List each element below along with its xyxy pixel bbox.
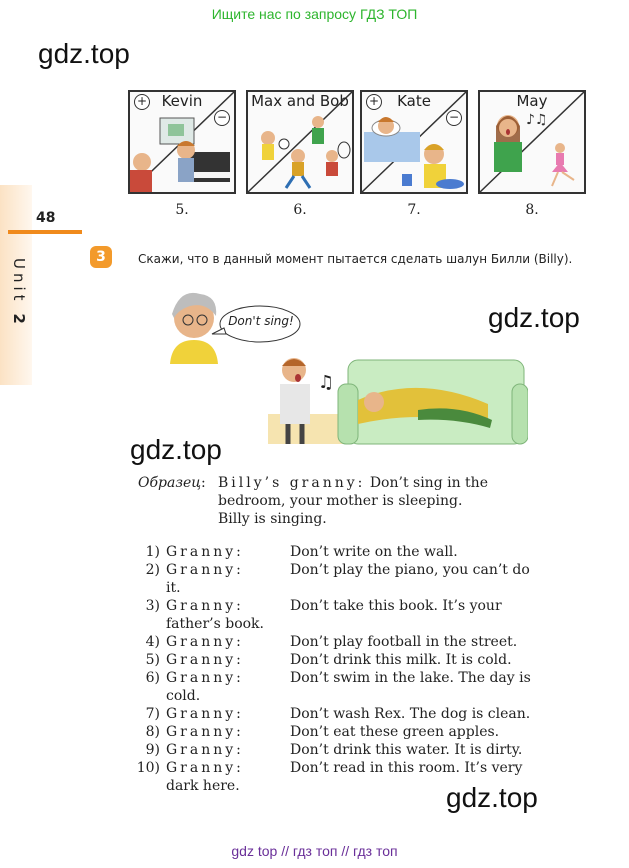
item-speaker: Granny: xyxy=(166,598,244,614)
item-number: 1) xyxy=(145,544,160,560)
picture-name: May xyxy=(516,92,548,110)
picture-number: 7. xyxy=(407,202,421,218)
item-speaker: Granny: xyxy=(166,670,244,686)
watermark: gdz.top xyxy=(446,782,538,813)
example-line3: Billy is singing. xyxy=(218,511,327,527)
unit-number: 2 xyxy=(10,313,28,328)
item-number: 7) xyxy=(145,706,160,722)
item-text: Don’t eat these green apples. xyxy=(290,724,500,740)
item-speaker: Granny: xyxy=(166,760,244,776)
item-text: Don’t play the piano, you can’t do xyxy=(290,562,530,578)
item-speaker: Granny: xyxy=(166,634,244,650)
picture-number: 6. xyxy=(293,202,307,218)
bedroom-illustration xyxy=(268,354,528,446)
item-text-continued: it. xyxy=(166,580,181,596)
watermark: gdz.top xyxy=(130,434,222,465)
item-speaker: Granny: xyxy=(166,742,244,758)
task-number-badge: 3 xyxy=(90,246,112,268)
picture-number: 5. xyxy=(175,202,189,218)
item-text-continued: cold. xyxy=(166,688,201,704)
picture-may xyxy=(478,90,586,194)
picture-name: Kevin xyxy=(161,92,203,110)
item-number: 2) xyxy=(145,562,160,578)
example-line2: bedroom, your mother is sleeping. xyxy=(218,493,463,509)
item-text-continued: father’s book. xyxy=(166,616,264,632)
item-text: Don’t drink this milk. It is cold. xyxy=(290,652,512,668)
item-number: 5) xyxy=(145,652,160,668)
picture-kevin xyxy=(128,90,236,194)
page-number-bar xyxy=(8,230,82,234)
picture-max-and-bob xyxy=(246,90,354,194)
plus-icon: + xyxy=(366,94,382,110)
item-number: 4) xyxy=(145,634,160,650)
item-speaker: Granny: xyxy=(166,544,244,560)
minus-icon: − xyxy=(446,110,462,126)
item-speaker: Granny: xyxy=(166,652,244,668)
task-instruction: Скажи, что в данный момент пытается сделать шалун Билли (Billy). xyxy=(138,252,573,266)
watermark: gdz.top xyxy=(38,38,130,69)
unit-word: Unit xyxy=(10,258,28,305)
item-text: Don’t swim in the lake. The day is xyxy=(290,670,531,686)
item-text-continued: dark here. xyxy=(166,778,240,794)
svg-text:♪♫: ♪♫ xyxy=(526,112,548,128)
item-text: Don’t drink this water. It is dirty. xyxy=(290,742,523,758)
item-speaker: Granny: xyxy=(166,562,244,578)
item-text: Don’t wash Rex. The dog is clean. xyxy=(290,706,531,722)
speech-bubble-text: Don't sing! xyxy=(228,314,294,328)
example-speaker: Billy’s granny: xyxy=(218,475,366,491)
unit-label xyxy=(10,258,28,328)
example-line1: Don’t sing in the xyxy=(369,475,488,491)
footer-links[interactable]: gdz top // гдз топ // гдз топ xyxy=(231,843,398,859)
item-text: Don’t play football in the street. xyxy=(290,634,518,650)
picture-number: 8. xyxy=(525,202,539,218)
item-number: 3) xyxy=(145,598,160,614)
item-text: Don’t take this book. It’s your xyxy=(290,598,502,614)
svg-text:♫: ♫ xyxy=(318,372,335,393)
item-number: 9) xyxy=(145,742,160,758)
plus-icon: + xyxy=(134,94,150,110)
item-text: Don’t read in this room. It’s very xyxy=(290,760,523,776)
item-number: 6) xyxy=(145,670,160,686)
item-number: 8) xyxy=(145,724,160,740)
item-speaker: Granny: xyxy=(166,706,244,722)
watermark: gdz.top xyxy=(488,302,580,333)
item-speaker: Granny: xyxy=(166,724,244,740)
item-number: 10) xyxy=(136,760,160,776)
picture-name: Max and Bob xyxy=(251,92,349,110)
item-text: Don’t write on the wall. xyxy=(290,544,458,560)
page-number: 48 xyxy=(36,210,56,226)
example-label: Образец xyxy=(138,475,202,491)
search-banner[interactable]: Ищите нас по запросу ГДЗ ТОП xyxy=(211,6,418,22)
picture-kate xyxy=(360,90,468,194)
picture-name: Kate xyxy=(397,92,431,110)
minus-icon: − xyxy=(214,110,230,126)
